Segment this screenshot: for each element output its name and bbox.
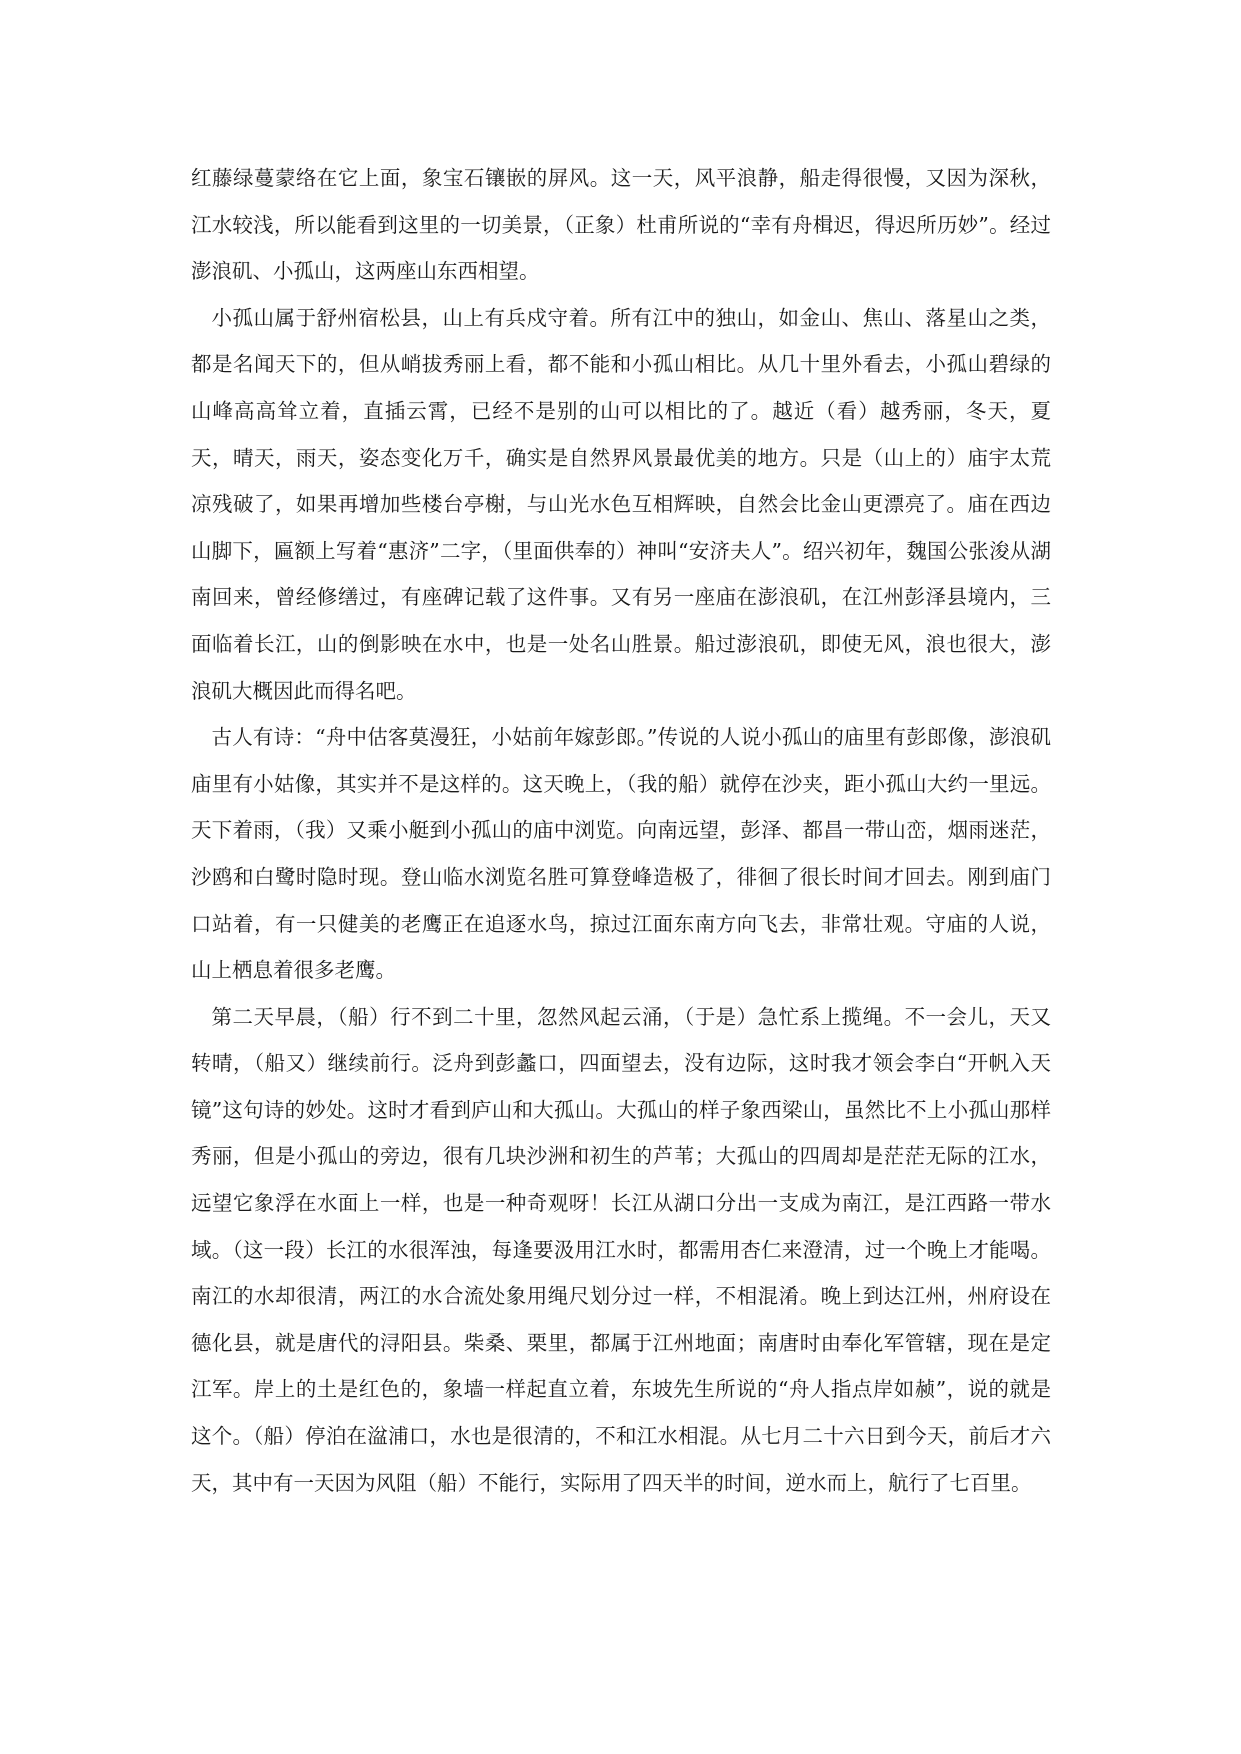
paragraph-1: 红藤绿蔓蒙络在它上面，象宝石镶嵌的屏风。这一天，风平浪静，船走得很慢，又因为深秋，江水较浅，所以能看到这里的一切美景，（正象）杜甫所说的“幸有舟楫迟，得迟所历妙”。经过澎浪矶、小孤山，这两座山东西相望。 [191,166,1051,284]
paragraph-4: 第二天早晨，（船）行不到二十里，忽然风起云涌，（于是）急忙系上揽绳。不一会儿，天又转晴，（船又）继续前行。泛舟到彭蠡口，四面望去，没有边际，这时我才领会李白“开帆入天镜”这句诗的妙处。这时才看到庐山和大孤山。大孤山的样子象西梁山，虽然比不上小孤山那样秀丽，但是小孤山的旁边，很有几块沙洲和初生的芦苇；大孤山的四周却是茫茫无际的江水，远望它象浮在水面上一样，也是一种奇观呀！长江从湖口分出一支成为南江，是江西路一带水域。（这一段）长江的水很浑浊，每逢要汲用江水时，都需用杏仁来澄清，过一个晚上才能喝。南江的水却很清，两江的水合流处象用绳尺划分过一样，不相混淆。晚上到达江州，州府设在德化县，就是唐代的浔阳县。柴桑、栗里，都属于江州地面；南唐时由奉化军管辖，现在是定江军。岸上的土是红色的，象墙一样起直立着，东坡先生所说的“舟人指点岸如赪”，说的就是这个。（船）停泊在湓浦口，水也是很清的，不和江水相混。从七月二十六日到今天，前后才六天，其中有一天因为风阻（船）不能行，实际用了四天半的时间，逆水而上，航行了七百里。 [191,1004,1051,1495]
paragraph-3: 古人有诗：“舟中估客莫漫狂，小姑前年嫁彭郎。”传说的人说小孤山的庙里有彭郎像，澎浪矶庙里有小姑像，其实并不是这样的。这天晚上，（我的船）就停在沙夹，距小孤山大约一里远。天下着雨，（我）又乘小艇到小孤山的庙中浏览。向南远望，彭泽、都昌一带山峦，烟雨迷茫，沙鸥和白鹭时隐时现。登山临水浏览名胜可算登峰造极了，徘徊了很长时间才回去。刚到庙门口站着，有一只健美的老鹰正在追逐水鸟，掠过江面东南方向飞去，非常壮观。守庙的人说，山上栖息着很多老鹰。 [191,725,1051,983]
paragraph-2: 小孤山属于舒州宿松县，山上有兵戍守着。所有江中的独山，如金山、焦山、落星山之类，都是名闻天下的，但从峭拔秀丽上看，都不能和小孤山相比。从几十里外看去，小孤山碧绿的山峰高高耸立着，直插云霄，已经不是别的山可以相比的了。越近（看）越秀丽，冬天，夏天，晴天，雨天，姿态变化万千，确实是自然界风景最优美的地方。只是（山上的）庙宇太荒凉残破了，如果再增加些楼台亭榭，与山光水色互相辉映，自然会比金山更漂亮了。庙在西边山脚下，匾额上写着“惠济”二字，（里面供奉的）神叫“安济夫人”。绍兴初年，魏国公张浚从湖南回来，曾经修缮过，有座碑记载了这件事。又有另一座庙在澎浪矶，在江州彭泽县境内，三面临着长江，山的倒影映在水中，也是一处名山胜景。船过澎浪矶，即使无风，浪也很大，澎浪矶大概因此而得名吧。 [191,305,1051,703]
document-body [191,155,1051,1506]
